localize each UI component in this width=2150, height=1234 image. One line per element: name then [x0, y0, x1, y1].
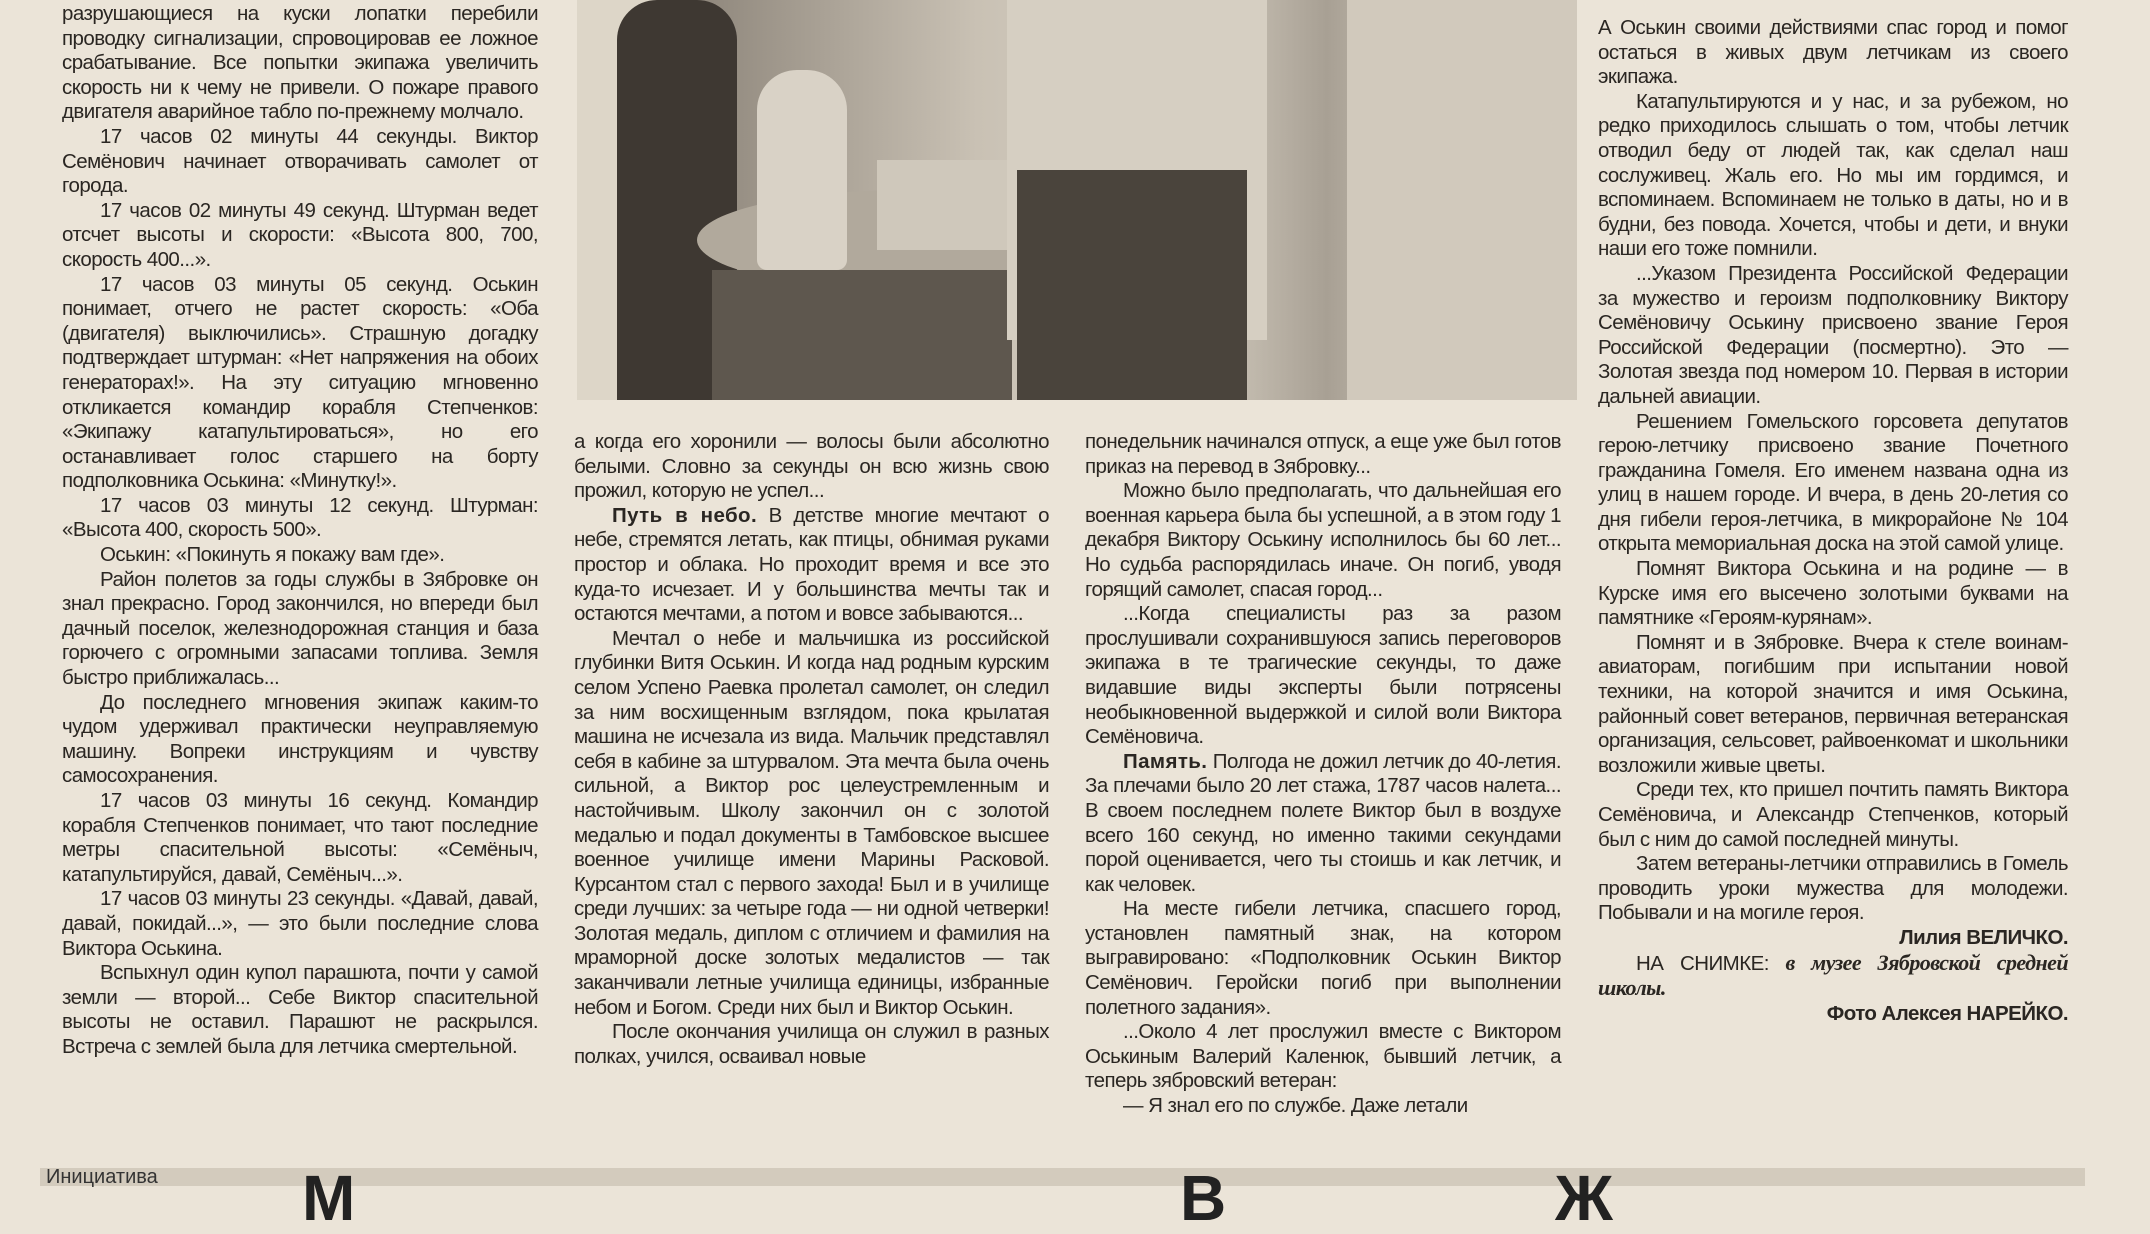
paragraph: разрушающиеся на куски лопатки перебили проводку сигнализации, спровоцировав ее ложное срабатывание. Все попытки экипажа увеличить скорость ни к чему не привели. О пожаре правого двигателя аварийное табло по-прежнему молчало.	[62, 2, 538, 124]
paragraph: 17 часов 03 минуты 05 секунд. Оськин понимает, отчего не растет скорость: «Оба (двигателя) выключились». Страшную догадку подтверждает штурман: «Нет напряжения на обоих генераторах!». На эту ситуацию мгновенно откликается командир корабля Степченков: «Экипажу катапультироваться», но его останавливает голос старшего на борту подполковника Оськина: «Минутку!».	[62, 272, 538, 493]
paragraph: После окончания училища он служил в разных полках, учился, осваивал новые	[574, 1020, 1049, 1068]
paragraph: На месте гибели летчика, спасшего город, установлен памятный знак, на котором выгравировано: «Подполковник Оськин Виктор Семёнович. Геройски погиб при выполнении полетного задания».	[1085, 897, 1561, 1019]
photo-credit: Фото Алексея НАРЕЙКО.	[1826, 1001, 2068, 1025]
paragraph: Среди тех, кто пришел почтить память Виктора Семёновича, и Александр Степченков, который был с ним до самой последней минуты.	[1598, 778, 2068, 851]
article-column-1	[62, 2, 538, 1132]
subheading: Память.	[1123, 749, 1208, 773]
article-column-3	[1085, 430, 1561, 1135]
paragraph: понедельник начинался отпуск, а еще уже был готов приказ на перевод в Зябровку...	[1085, 430, 1561, 478]
paragraph: Помнят Виктора Оськина и на родине — в Курске имя его высечено золотыми буквами на памятнике «Героям-курянам».	[1598, 557, 2068, 630]
caption-label: НА СНИМКЕ:	[1636, 951, 1769, 975]
paragraph: До последнего мгновения экипаж каким-то чудом удерживал практически неуправляемую машину. Вопреки инструкциям и чувству самосохранения.	[62, 690, 538, 788]
paragraph: 17 часов 03 минуты 16 секунд. Командир корабля Степченков понимает, что тают последние метры спасительной высоты: «Семёныч, катапультируйся, давай, Семёныч...».	[62, 789, 538, 886]
paragraph: Можно было предполагать, что дальнейшая его военная карьера была бы успешной, а в этом году 1 декабря Виктору Оськину исполнилось бы 60 лет... Но судьба распорядилась иначе. Он погиб, уводя горящий самолет, спасая город...	[1085, 479, 1561, 601]
article-column-4	[1598, 16, 2068, 1136]
paragraph: ...Около 4 лет прослужил вместе с Виктором Оськиным Валерий Каленюк, бывший летчик, а теперь зябровский ветеран:	[1085, 1020, 1561, 1093]
paragraph: — Я знал его по службе. Даже летали	[1123, 1094, 1468, 1118]
paragraph: ...Указом Президента Российской Федерации за мужество и героизм подполковнику Виктору Семёновичу Оськину присвоено звание Героя Российской Федерации (посмертно). Это — Золотая звезда под номером 10. Первая в истории дальней авиации.	[1598, 261, 2068, 408]
paragraph	[574, 504, 1049, 627]
next-article-header	[40, 1162, 2085, 1234]
headline-letter: В	[1180, 1162, 1227, 1234]
paragraph: Помнят и в Зябровке. Вчера к стеле воинам-авиаторам, погибшим при испытании новой техники, на которой значится и имя Оськина, районный совет ветеранов, первичная ветеранская организация, сельсовет, райвоенкомат и школьники возложили живые цветы.	[1598, 630, 2068, 777]
photo-caption	[1598, 951, 2068, 1002]
headline-letter: М	[302, 1162, 356, 1234]
paragraph-text: Полгода не дожил летчик до 40-летия. За плечами было 20 лет стажа, 1787 часов налета... В своем последнем полете Виктор был в воздухе всего 160 секунд, но именно такими секундами порой оценивается, чего ты стоишь и как летчик, и как человек.	[1085, 749, 1561, 896]
paragraph: Район полетов за годы службы в Зябровке он знал прекрасно. Город закончился, но впереди был дачный поселок, железнодорожная станция и база горючего с огромными запасами топлива. Земля быстро приближалась...	[62, 567, 538, 690]
article-column-2	[574, 430, 1049, 1135]
paragraph: а когда его хоронили — волосы были абсолютно белыми. Словно за секунды он всю жизнь свою прожил, которую не успел...	[574, 430, 1049, 503]
paragraph: Решением Гомельского горсовета депутатов герою-летчику присвоено звание Почетного гражданина Гомеля. Его именем названа одна из улиц в нашем городе. И вчера, в день 20-летия со дня гибели героя-летчика, в микрорайоне № 104 открыта мемориальная доска на этой самой улице.	[1598, 409, 2068, 556]
paragraph: 17 часов 03 минуты 23 секунды. «Давай, давай, давай, покидай...», — это были последние слова Виктора Оськина.	[62, 887, 538, 960]
paragraph: Затем ветераны-летчики отправились в Гомель проводить уроки мужества для молодежи. Побывали и на могиле героя.	[1598, 852, 2068, 925]
paragraph: Мечтал о небе и мальчишка из российской глубинки Витя Оськин. И когда над родным курским селом Успено Раевка пролетал самолет, он следил за ним восхищенным взглядом, пока крылатая машина не исчезала из вида. Мальчик представлял себя в кабине за штурвалом. Эта мечта была очень сильной, а Виктор рос целеустремленным и настойчивым. Школу закончил он с золотой медалью и подал документы в Тамбовское высшее военное училище имени Марины Расковой. Курсантом стал с первого захода! Был и в училище среди лучших: за четыре года — ни одной четверки! Золотая медаль, диплом с отличием и фамилия на мраморной доске золотых медалистов — так заканчивали летные училища единицы, избранные небом и Богом. Среди них был и Виктор Оськин.	[574, 626, 1049, 1019]
caption-text: в музее Зябровской средней школы.	[1598, 949, 2069, 1001]
paragraph	[1085, 750, 1561, 898]
paragraph-text: В детстве многие мечтают о небе, стремятся летать, как птицы, обнимая руками простор и облака. Но проходит время и все это куда-то исчезает. И у большинства мечты так и остаются мечтами, а потом и вовсе забываются...	[574, 503, 1049, 626]
article-photo	[577, 0, 1577, 400]
paragraph: Вспыхнул один купол парашюта, почти у самой земли — второй... Себе Виктор спасительной высоты не оставил. Парашют не раскрылся. Встреча с землей была для летчика смертельной.	[62, 961, 538, 1058]
paragraph: 17 часов 03 минуты 12 секунд. Штурман: «Высота 400, скорость 500».	[62, 493, 538, 542]
paragraph: Катапультируются и у нас, и за рубежом, но редко приходилось слышать о том, чтобы летчик отводил беду от людей так, как сделал наш сослуживец. Жаль его. Но мы им гордимся, и вспоминаем. Вспоминаем не только в даты, но и в будни, без повода. Хочется, чтобы и дети, и внуки наши его тоже помнили.	[1598, 89, 2068, 261]
paragraph: 17 часов 02 минуты 44 секунды. Виктор Семёнович начинает отворачивать самолет от города.	[62, 124, 538, 198]
paragraph: Оськин: «Покинуть я покажу вам где».	[100, 543, 445, 567]
subheading: Путь в небо.	[612, 503, 758, 527]
headline-letter: Ж	[1555, 1162, 1613, 1234]
author-signature: Лилия ВЕЛИЧКО.	[1899, 925, 2068, 949]
paragraph: 17 часов 02 минуты 49 секунд. Штурман ведет отсчет высоты и скорости: «Высота 800, 700, скорость 400...».	[62, 198, 538, 271]
paragraph: ...Когда специалисты раз за разом прослушивали сохранившуюся запись переговоров экипажа в те трагические секунды, то даже видавшие виды эксперты были потрясены необыкновенной выдержкой и силой воли Виктора Семёновича.	[1085, 602, 1561, 749]
section-kicker: Инициатива	[46, 1166, 158, 1188]
paragraph: А Оськин своими действиями спас город и помог остаться в живых двум летчикам из своего экипажа.	[1598, 16, 2068, 89]
